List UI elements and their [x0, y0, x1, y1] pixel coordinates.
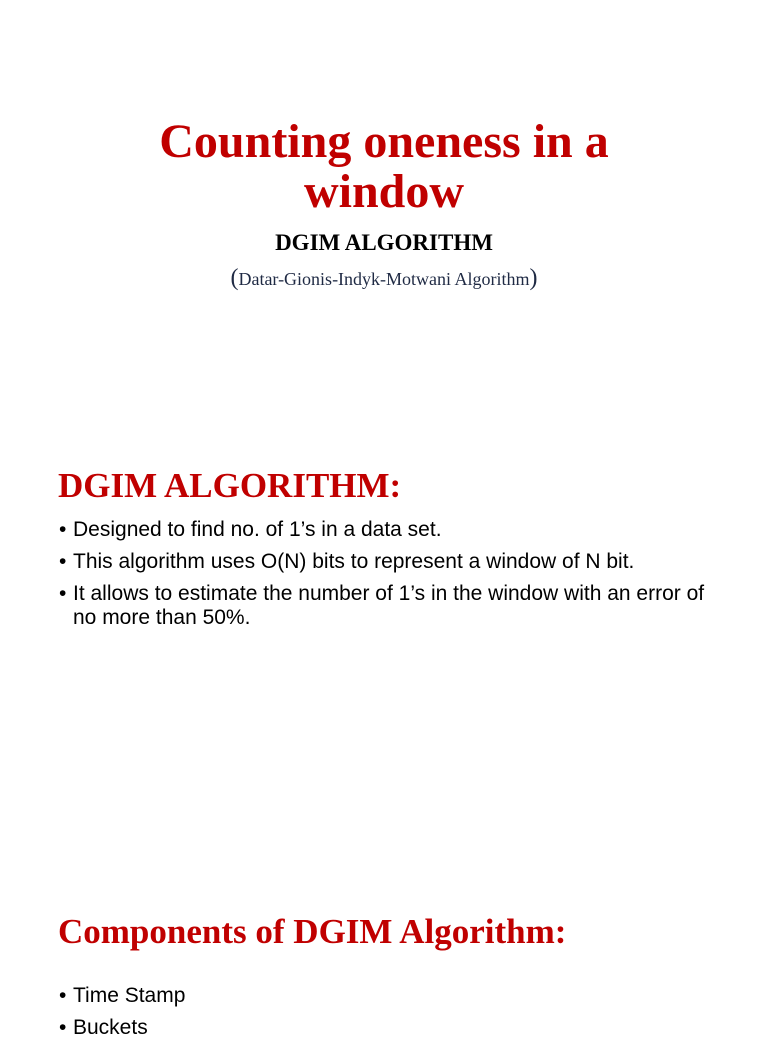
bullet-icon	[59, 518, 69, 542]
list-item-text: Buckets	[73, 1016, 148, 1039]
components-bullet-list	[58, 984, 718, 1039]
bullet-icon	[59, 550, 69, 574]
bullet-icon	[59, 582, 69, 606]
list-item	[58, 582, 718, 630]
list-item	[58, 518, 718, 542]
slide-title: Counting oneness in a window	[159, 115, 609, 218]
algorithm-expansion	[0, 266, 768, 291]
bullet-icon	[59, 1016, 69, 1040]
expansion-text: Datar-Gionis-Indyk-Motwani Algorithm	[238, 269, 530, 289]
components-heading: Components of DGIM Algorithm:	[58, 912, 567, 951]
list-item	[58, 1016, 718, 1039]
overview-bullet-list	[58, 518, 718, 638]
open-paren: (	[230, 265, 239, 291]
list-item	[58, 550, 718, 574]
list-item	[58, 984, 718, 1008]
slide-subtitle: DGIM ALGORITHM	[275, 230, 493, 255]
list-item-text: It allows to estimate the number of 1’s in the window with an error of no more than 50%.	[73, 582, 705, 629]
list-item-text: This algorithm uses O(N) bits to represent a window of N bit.	[73, 550, 635, 573]
list-item-text: Time Stamp	[73, 984, 186, 1007]
overview-heading: DGIM ALGORITHM:	[58, 466, 402, 505]
list-item-text: Designed to find no. of 1’s in a data set.	[73, 518, 442, 541]
bullet-icon	[59, 984, 69, 1008]
close-paren: )	[529, 265, 538, 291]
